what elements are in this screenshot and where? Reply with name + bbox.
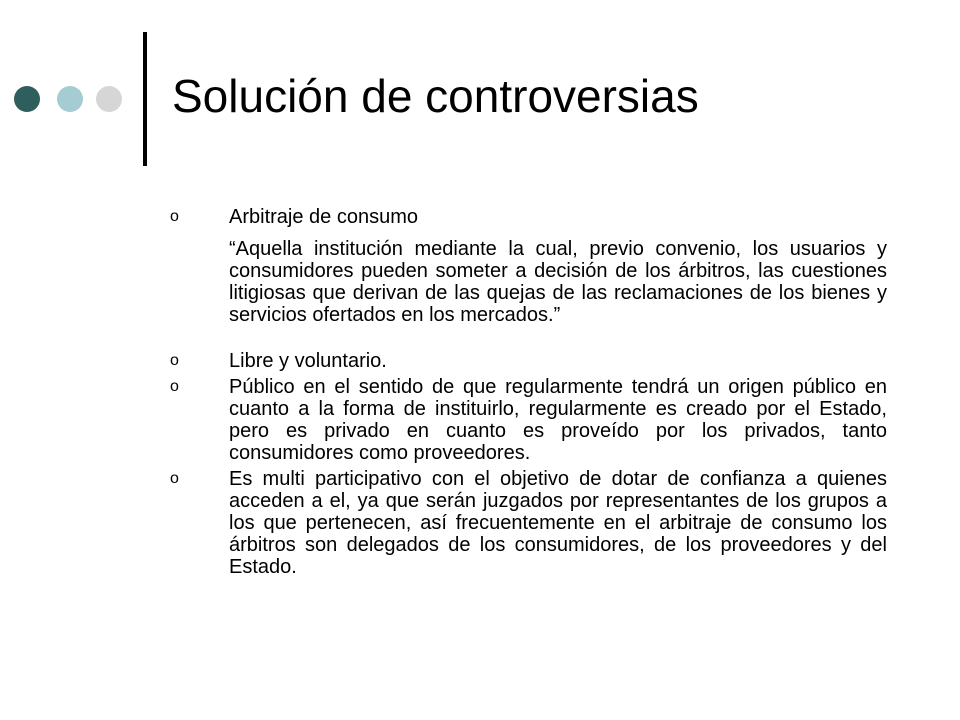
bullet-icon: o xyxy=(170,470,179,487)
decor-circle-light xyxy=(57,86,83,112)
bullet-icon: o xyxy=(170,208,179,225)
list-item-text: Público en el sentido de que regularmente tendrá un origen público en cuanto a la forma de instituirlo, regularmente es creado por el Estado, pero es privado en cuanto es proveído por los privados, tanto consumidores como proveedores. xyxy=(229,376,887,464)
list-item xyxy=(170,376,887,464)
list-item-text: Es multi participativo con el objetivo de dotar de confianza a quienes acceden a el, ya que serán juzgados por representantes de los grupos a los que pertenecen, así frecuentemente en el arbitraje de consumo los árbitros son delegados de los consumidores, de los proveedores y del Estado. xyxy=(229,468,887,578)
bullet-icon: o xyxy=(170,352,179,369)
decor-circle-dark xyxy=(14,86,40,112)
slide-content xyxy=(170,206,887,578)
list-item-text: Arbitraje de consumo xyxy=(229,206,418,228)
list-item-text: Libre y voluntario. xyxy=(229,350,387,372)
decor-circle-grey xyxy=(96,86,122,112)
bullet-icon: o xyxy=(170,378,179,395)
list-item xyxy=(170,468,887,578)
title-divider xyxy=(143,32,147,166)
list-item xyxy=(170,206,887,326)
list-item xyxy=(170,350,887,372)
definition-quote: “Aquella institución mediante la cual, previo convenio, los usuarios y consumidores pueden someter a decisión de los árbitros, las cuestiones litigiosas que derivan de las quejas de las reclamaciones de los bienes y servicios ofertados en los mercados.” xyxy=(229,238,887,326)
slide-title: Solución de controversias xyxy=(172,70,699,122)
